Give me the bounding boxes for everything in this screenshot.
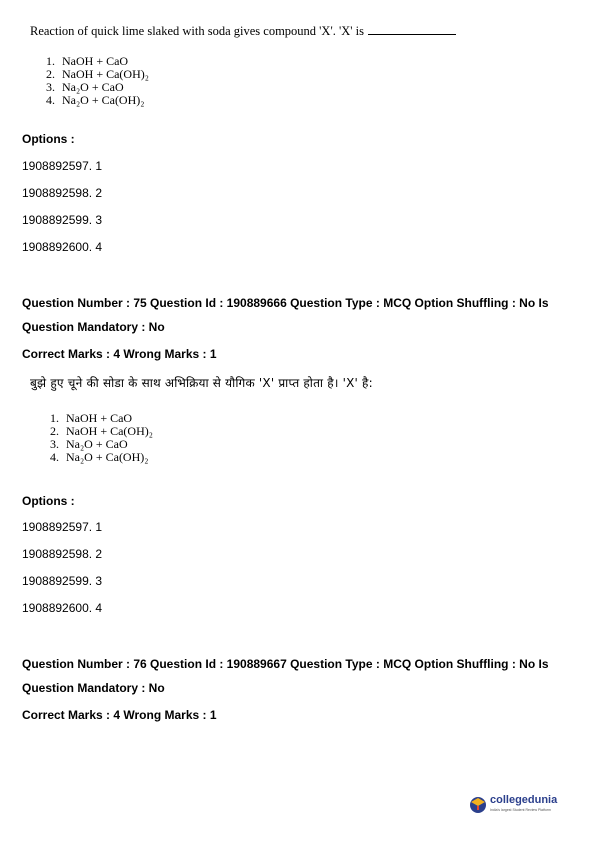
question-76-marks: Correct Marks : 4 Wrong Marks : 1 — [22, 708, 217, 722]
choice-item: 2. NaOH + Ca(OH)₂ — [46, 67, 149, 81]
choice-item: 4. Na₂O + Ca(OH)₂ — [46, 93, 145, 107]
option-line: 1908892597. 1 — [22, 520, 103, 534]
answer-blank — [368, 24, 456, 35]
choice-item: 3. Na₂O + CaO — [50, 437, 128, 451]
question-75-text: बुझे हुए चूने की सोडा के साथ अभिक्रिया से यौगिक 'X' प्राप्त होता है। 'X' है: — [30, 376, 373, 390]
option-line: 1908892600. 4 — [22, 240, 103, 254]
choice-item: 1. NaOH + CaO — [50, 411, 133, 425]
question-76-mandatory: Question Mandatory : No — [22, 681, 165, 695]
question-75-mandatory: Question Mandatory : No — [22, 320, 165, 334]
option-line: 1908892599. 3 — [22, 574, 103, 588]
question-75-header: Question Number : 75 Question Id : 190889666 Question Type : MCQ Option Shuffling : No Is — [22, 296, 549, 310]
logo-name: collegedunia — [490, 794, 558, 806]
collegedunia-logo — [468, 792, 568, 816]
question-74-text — [30, 24, 456, 39]
options-label: Options : — [22, 132, 75, 146]
choice-item: 1. NaOH + CaO — [46, 54, 129, 68]
option-line: 1908892599. 3 — [22, 213, 103, 227]
graduation-cap-icon — [468, 794, 488, 814]
choice-item: 2. NaOH + Ca(OH)₂ — [50, 424, 153, 438]
option-line: 1908892598. 2 — [22, 186, 103, 200]
logo-tagline: India's largest Student Review Platform — [490, 808, 551, 812]
question-75-choices — [50, 412, 153, 464]
question-75-marks: Correct Marks : 4 Wrong Marks : 1 — [22, 347, 217, 361]
option-line: 1908892600. 4 — [22, 601, 103, 615]
option-line: 1908892598. 2 — [22, 547, 103, 561]
options-label: Options : — [22, 494, 75, 508]
option-line: 1908892597. 1 — [22, 159, 103, 173]
question-74-stem: Reaction of quick lime slaked with soda gives compound 'X'. 'X' is — [30, 24, 364, 38]
question-74-choices — [46, 55, 149, 107]
question-76-header: Question Number : 76 Question Id : 190889667 Question Type : MCQ Option Shuffling : No Is — [22, 657, 549, 671]
choice-item: 4. Na₂O + Ca(OH)₂ — [50, 450, 149, 464]
choice-item: 3. Na₂O + CaO — [46, 80, 124, 94]
